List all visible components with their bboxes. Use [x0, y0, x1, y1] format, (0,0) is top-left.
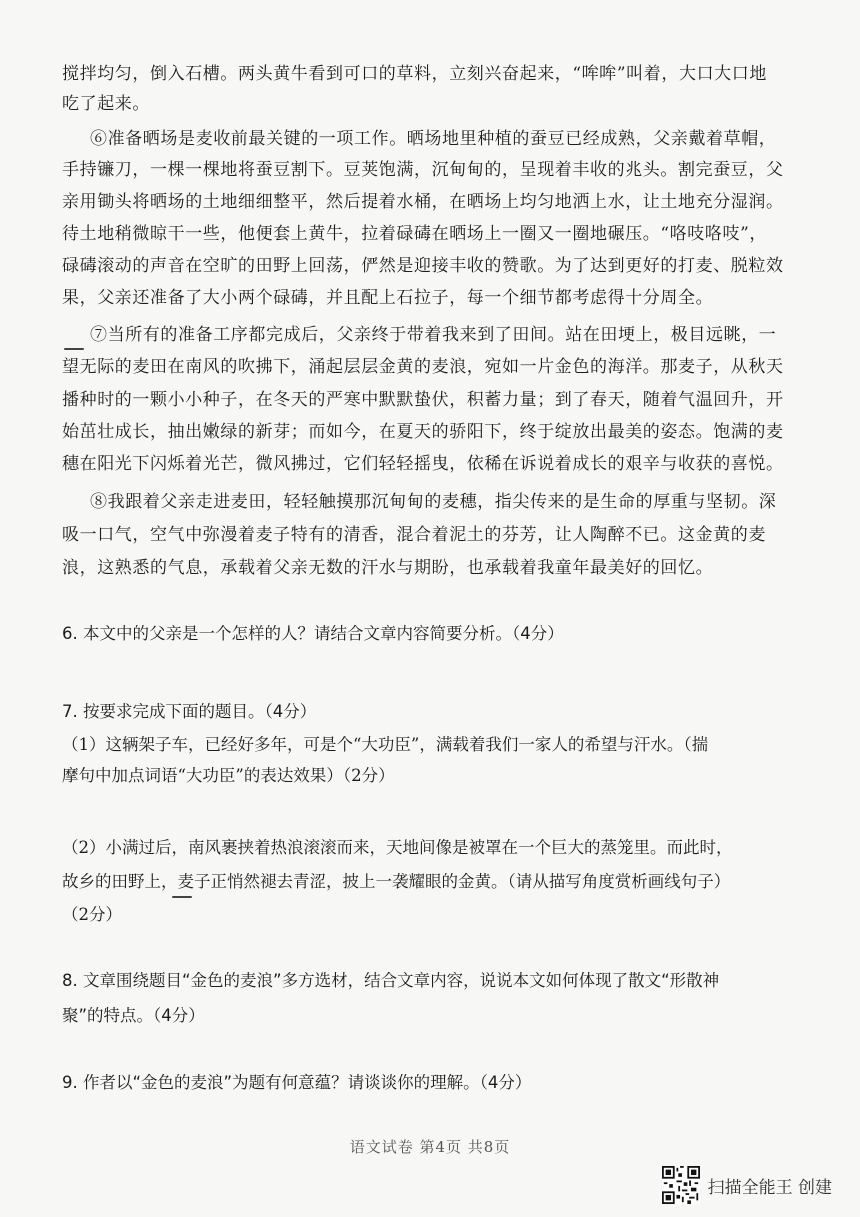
question-7-part-2-cont: 故乡的田野上，麦子正悄然褪去青涩，披上一袭耀眼的金黄。（请从描写角度赏析画线句子） [62, 872, 731, 891]
passage-line: 穗在阳光下闪烁着光芒，微风拂过，它们轻轻摇曳，依稀在诉说着成长的艰辛与收获的喜悦。 [62, 454, 784, 474]
question-9: 9. 作者以“金色的麦浪”为题有何意蕴？请谈谈你的理解。（4分） [62, 1073, 532, 1092]
question-6: 6. 本文中的父亲是一个怎样的人？请结合文章内容简要分析。（4分） [62, 624, 564, 643]
passage-line: 碌碡滚动的声音在空旷的田野上回荡，俨然是迎接丰收的赞歌。为了达到更好的打麦、脱粒效 [62, 256, 784, 276]
pen-mark [64, 348, 84, 350]
passage-line: 亲用锄头将晒场的土地细细整平，然后提着水桶，在晒场上均匀地洒上水，让土地充分湿润。 [62, 192, 784, 212]
passage-line: 始茁壮成长，抽出嫩绿的新芽；而如今，在夏天的骄阳下，终于绽放出最美的姿态。饱满的麦 [62, 422, 784, 442]
scanner-watermark [662, 1166, 832, 1204]
question-7: 7. 按要求完成下面的题目。（4分） [62, 702, 317, 721]
page-footer: 语文试卷 第4页 共8页 [349, 1138, 511, 1156]
passage-line: ⑧我跟着父亲走进麦田，轻轻触摸那沉甸甸的麦穗，指尖传来的是生命的厚重与坚韧。深 [90, 492, 777, 512]
question-7-part-1: （1）这辆架子车，已经好多年，可是个“大功臣”，满载着我们一家人的希望与汗水。（揣 [62, 735, 709, 754]
underline-mark [172, 896, 192, 898]
passage-line: 待土地稍微晾干一些，他便套上黄牛，拉着碌碡在晒场上一圈又一圈地碾压。“咯吱咯吱”， [62, 224, 767, 244]
qr-code-icon [662, 1166, 700, 1204]
passage-line: 浪，这熟悉的气息，承载着父亲无数的汗水与期盼，也承载着我童年最美好的回忆。 [62, 558, 714, 578]
passage-line: 果，父亲还准备了大小两个碌碡，并且配上石拉子，每一个细节都考虑得十分周全。 [62, 288, 714, 308]
question-8: 8. 文章围绕题目“金色的麦浪”多方选材，结合文章内容，说说本文如何体现了散文“形散神 [62, 971, 720, 990]
passage-line: 吸一口气，空气中弥漫着麦子特有的清香，混合着泥土的芬芳，让人陶醉不已。这金黄的麦 [62, 525, 766, 545]
passage-line: ⑥准备晒场是麦收前最关键的一项工作。晒场地里种植的蚕豆已经成熟，父亲戴着草帽， [90, 129, 777, 149]
question-8-cont: 聚”的特点。（4分） [62, 1006, 205, 1025]
scanner-label: 扫描全能王 创建 [707, 1177, 832, 1198]
passage-line: ⑦当所有的准备工序都完成后，父亲终于带着我来到了田间。站在田埂上，极目远眺，一 [90, 325, 777, 345]
question-7-part-2-score: （2分） [62, 905, 122, 924]
question-7-part-1-cont: 摩句中加点词语“大功臣”的表达效果）（2分） [62, 766, 395, 785]
passage-line: 搅拌均匀，倒入石槽。两头黄牛看到可口的草料，立刻兴奋起来，“哞哞”叫着，大口大口地 [62, 64, 767, 84]
question-7-part-2: （2）小满过后，南风裹挟着热浪滚滚而来，天地间像是被罩在一个巨大的蒸笼里。而此时， [62, 838, 733, 857]
passage-line: 播种时的一颗小小种子，在冬天的严寒中默默蛰伏，积蓄力量；到了春天，随着气温回升，开 [62, 390, 784, 410]
passage-line: 手持镰刀，一棵一棵地将蚕豆割下。豆荚饱满，沉甸甸的，呈现着丰收的兆头。割完蚕豆，父 [62, 160, 784, 180]
passage-line: 望无际的麦田在南风的吹拂下，涌起层层金黄的麦浪，宛如一片金色的海洋。那麦子，从秋天 [62, 357, 784, 377]
passage-line: 吃了起来。 [62, 94, 150, 114]
